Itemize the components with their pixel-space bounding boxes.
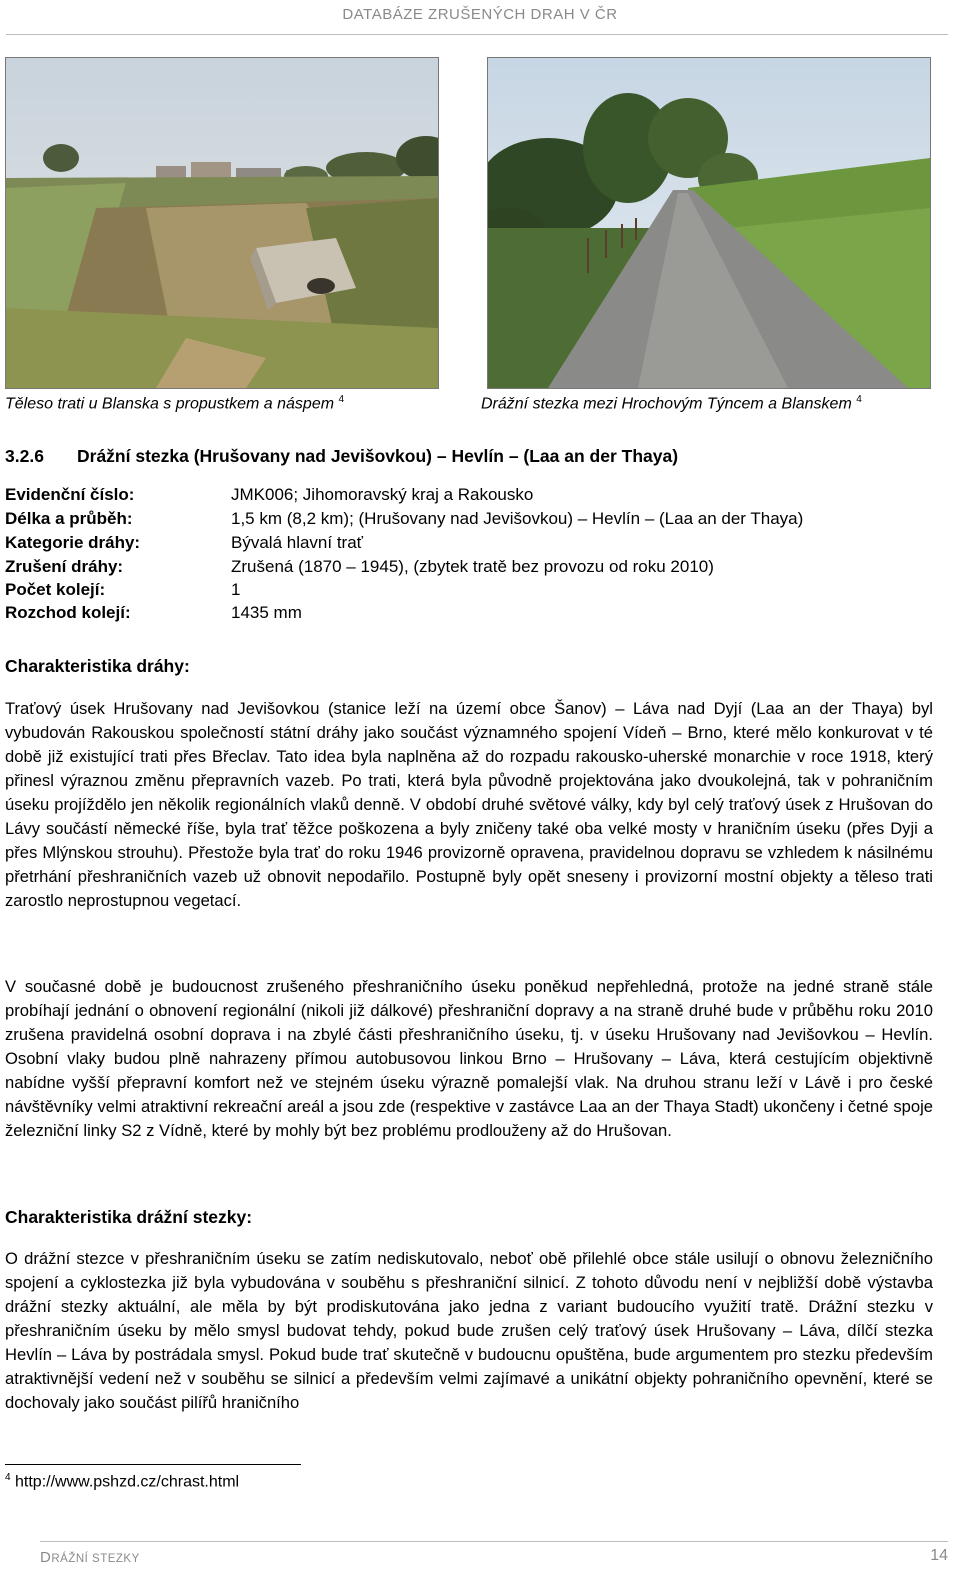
- running-header: DATABÁZE ZRUŠENÝCH DRAH V ČR: [342, 6, 618, 23]
- info-row-evidencni-cislo: Evidenční číslo: JMK006; Jihomoravský kraj a Rakousko: [5, 485, 534, 504]
- paragraph-drahy-2: V současné době je budoucnost zrušeného přeshraničního úseku poněkud nepřehledná, protože na jedné straně stále probíhají jednání o obnovení regionální (nikoli již dálkové) přeshraniční dopravy a na straně druhé bude v průběhu roku 2010 zrušena pravidelná osobní doprava i na zbylé části přeshraničního úseku, tj. v úseku Hrušovany nad Jevišovkou – Hevlín. Osobní vlaky budou plně nahrazeny přímou autobusovou linkou Brno – Hrušovany – Láva, která cestujícím objektivně nabídne vyšší přepravní komfort než ve stejném úseku výrazně pomalejší vlak. Na druhou stranu leží v Lávě i pro české návštěvníky velmi atraktivní rekreační areál a jsou zde (respektive v zastávce Laa an der Thaya Stadt) ukončeny i četné spoje železniční linky S2 z Vídně, které by mohly být bez problému prodlouženy až do Hrušovan.: [5, 977, 933, 1140]
- photo-caption-left: Těleso trati u Blanska s propustkem a náspem $^4$: [5, 394, 345, 413]
- footnote: $^4$ http://www.pshzd.cz/chrast.html: [5, 1472, 240, 1491]
- section-heading: Drážní stezka (Hrušovany nad Jevišovkou) – Hevlín – (Laa an der Thaya): [77, 446, 679, 466]
- info-row-pocet-koleji: Počet kolejí: 1: [5, 580, 241, 599]
- photo-rail-trail: [487, 57, 931, 389]
- page-number: 14: [930, 1547, 948, 1564]
- footer-divider: [40, 1541, 948, 1542]
- section-number: 3.2.6: [5, 446, 44, 466]
- running-footer: DRÁŽNÍ STEZKY: [40, 1549, 140, 1566]
- footnote-link[interactable]: http://www.pshzd.cz/chrast.html: [15, 1473, 240, 1491]
- paragraph-drahy-1: Traťový úsek Hrušovany nad Jevišovkou (stanice leží na území obce Šanov) – Láva nad Dyjí (Laa an der Thaya) byl vybudován Rakouskou společností státní dráhy jako součást významného spojení Vídeň – Brno, které mělo konkurovat v té době již existující trati přes Břeclav. Tato idea byla naplněna až do rozpadu rakousko-uherské monarchie v roce 1918, který přinesl výraznou změnu přepravních vazeb. Po trati, která byla původně projektována jako dvoukolejná, tak v pohraničním úseku projíždělo jen několik regionálních vlaků denně. V období druhé světové války, kdy byl celý traťový úsek z Hrušovan do Lávy součástí německé říše, byla trať těžce poškozena a byly zničeny také oba velké mosty v hraničním úseku (přes Dyji a přes Mlýnskou strouhu). Přestože byla trať do roku 1946 provizorně opravena, pravidelnou dopravu se vzhledem k násilnému přetrhání přeshraničních vazeb už obnovit nepodařilo. Postupně byly opět sneseny i provizorní mostní objekty a těleso trati zarostlo neprostupnou vegetací.: [5, 699, 933, 910]
- heading-charakteristika-stezky: Charakteristika drážní stezky:: [5, 1207, 253, 1227]
- photo-embankment-culvert: [5, 57, 439, 389]
- photo-caption-right: Drážní stezka mezi Hrochovým Týncem a Blanskem $^4$: [481, 394, 862, 413]
- info-row-kategorie-drahy: Kategorie dráhy: Bývalá hlavní trať: [5, 533, 364, 552]
- info-row-rozchod-koleji: Rozchod kolejí: 1435 mm: [5, 603, 302, 622]
- heading-charakteristika-drahy: Charakteristika dráhy:: [5, 656, 190, 676]
- info-row-zruseni-drahy: Zrušení dráhy: Zrušená (1870 – 1945), (zbytek tratě bez provozu od roku 2010): [5, 557, 714, 576]
- section-title: [5, 446, 678, 467]
- info-row-delka-a-prubeh: Délka a průběh: 1,5 km (8,2 km); (Hrušovany nad Jevišovkou) – Hevlín – (Laa an der Thaya): [5, 509, 804, 528]
- header-divider: [6, 34, 948, 35]
- footnote-divider: [5, 1464, 301, 1465]
- paragraph-stezky-1: O drážní stezce v přeshraničním úseku se zatím nediskutovalo, neboť obě přilehlé obce stále usilují o obnovu železničního spojení a cyklostezka již byla vybudována v souběhu s přeshraniční silnicí. Z tohoto důvodu není v nejbližší době výstavba drážní stezky aktuální, ale měla by být prodiskutována jako jedna z variant budoucího využití tratě. Drážní stezku v přeshraničním úseku by mělo smysl budovat tehdy, pokud bude zrušen celý traťový úsek Hrušovany – Láva, dílčí stezka Hevlín – Láva by postrádala smysl. Pokud bude trať skutečně v budoucnu opuštěna, bude argumentem pro stezku především atraktivnější vedení než v souběhu se silnicí a především velmi zajímavé a unikátní objekty pohraničního opevnění, které se dochovaly jako součást pilířů hraničního: [5, 1249, 933, 1412]
